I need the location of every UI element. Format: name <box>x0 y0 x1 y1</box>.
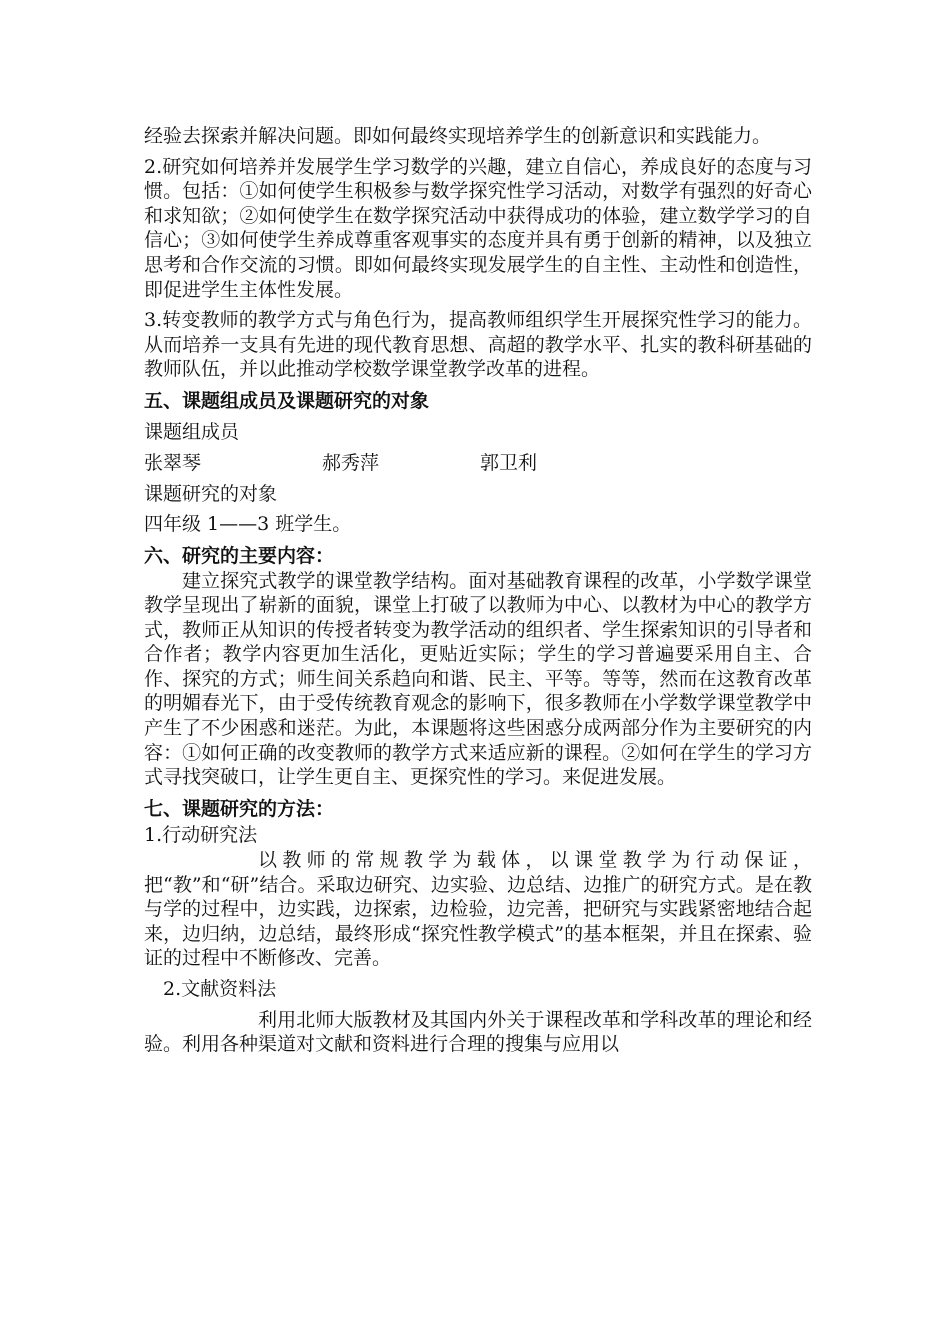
method-1-title: 1.行动研究法 <box>144 824 258 847</box>
objects-value: 四年级 1——3 班学生。 <box>144 513 352 536</box>
paragraph-continued: 经验去探索并解决问题。即如何最终实现培养学生的创新意识和实践能力。 <box>144 125 772 147</box>
member-name: 张翠琴 <box>144 452 202 475</box>
method-2-title: 2.文献资料法 <box>163 978 277 1000</box>
objective-item-2: 2.研究如何培养并发展学生学习数学的兴趣，建立自信心，养成良好的态度与习惯。包括：①如何使学生积极参与数学探究性学习活动，对数学有强烈的好奇心和求知欲；②如何使学生在数学探究活动中获得成功的体验，建立数学学习的自信心；③如何使学生养成尊重客观事实的态度并具有勇于创新的精神，以及独立思考和合作交流的习惯。即如何最终实现发展学生的自主性、主动性和创造性，即促进学生主体性发展。 <box>144 155 812 301</box>
section-6-heading: 六、研究的主要内容： <box>144 544 335 567</box>
members-label: 课题组成员 <box>144 420 240 443</box>
member-name: 郭卫利 <box>480 452 538 475</box>
document-page <box>144 124 812 1057</box>
objective-item-3: 3.转变教师的教学方式与角色行为，提高教师组织学生开展探究性学习的能力。从而培养一支具有先进的现代教育思想、高超的教学水平、扎实的教科研基础的教师队伍，并以此推动学校数学课堂教学改革的进程。 <box>144 309 812 381</box>
method-2-body: 利用北师大版教材及其国内外关于课程改革和学科改革的理论和经验。利用各种渠道对文献和资料进行合理的搜集与应用以 <box>144 1008 812 1056</box>
section-5-heading: 五、课题组成员及课题研究的对象 <box>144 389 430 412</box>
members-list <box>144 451 812 476</box>
section-6-body: 建立探究式教学的课堂教学结构。面对基础教育课程的改革，小学数学课堂教学呈现出了崭新的面貌，课堂上打破了以教师为中心、以教材为中心的教学方式，教师正从知识的传授者转变为教学活动的组织者、学生探索知识的引导者和合作者；教学内容更加生活化，更贴近实际；学生的学习普遍要采用自主、合作、探究的方式；师生间关系趋向和谐、民主、平等。等等，然而在这教育改革的明媚春光下，由于受传统教育观念的影响下，很多教师在小学数学课堂教学中产生了不少困惑和迷茫。为此，本课题将这些困惑分成两部分作为主要研究的内容：①如何正确的改变教师的教学方式来适应新的课程。②如何在学生的学习方式寻找突破口，让学生更自主、更探究性的学习。来促进发展。 <box>144 569 812 789</box>
member-name: 郝秀萍 <box>322 452 380 475</box>
section-7-heading: 七、课题研究的方法： <box>144 797 335 820</box>
objects-label: 课题研究的对象 <box>144 482 278 505</box>
method-1-body: 以教师的常规教学为载体，以课堂教学为行动保证，把“教”和“研”结合。采取边研究、边实验、边总结、边推广的研究方式。是在教与学的过程中，边实践，边探索，边检验，边完善，把研究与实践紧密地结合起来，边归纳，边总结，最终形成“探究性教学模式”的基本框架，并且在探索、验证的过程中不断修改、完善。 <box>144 849 812 970</box>
